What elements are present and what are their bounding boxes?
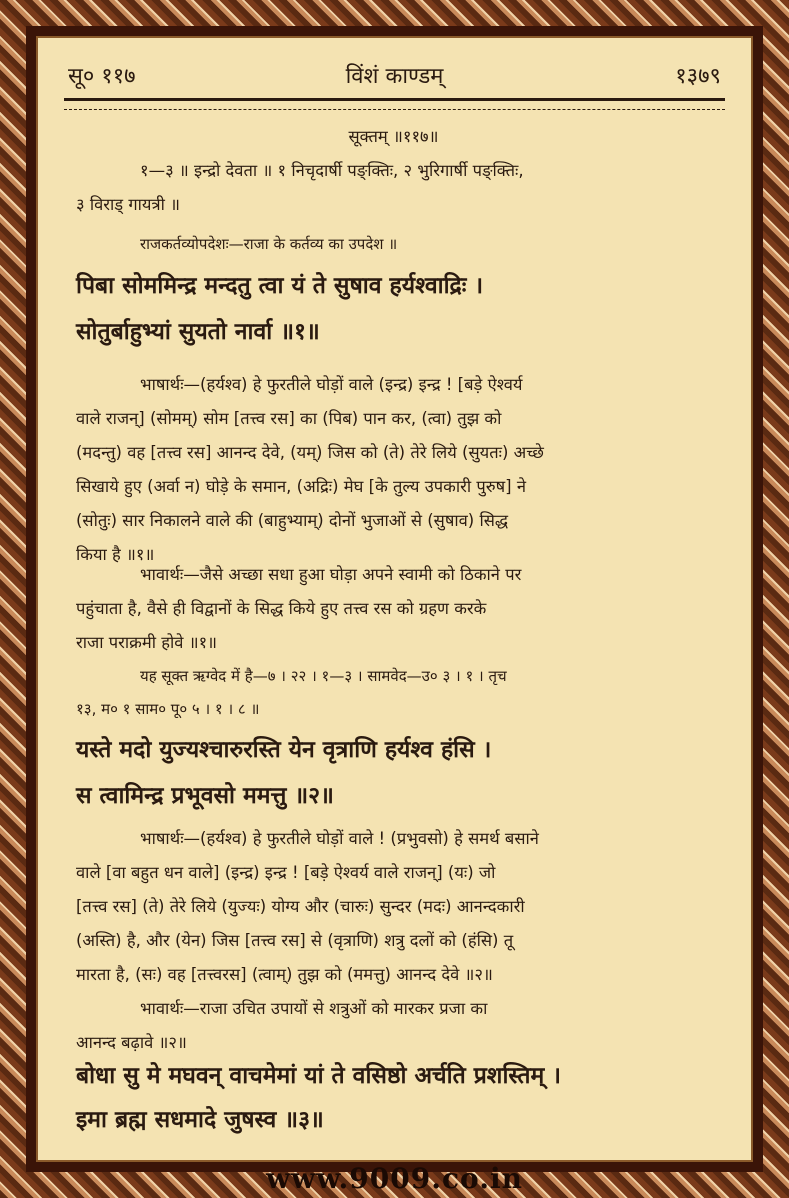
- paragraph-line: राजा पराक्रमी होवे ॥१॥: [76, 633, 218, 652]
- bhavartha-2: [76, 992, 711, 1060]
- paragraph-line: किया है ॥१॥: [76, 545, 155, 564]
- paragraph-line: वाले राजन्] (सोमम्) सोम [तत्त्व रस] का (पिब) पान कर, (त्वा) तुझ को: [76, 409, 502, 428]
- paragraph-line: सिखाये हुए (अर्वा न) घोड़े के समान, (अद्रिः) मेघ [के तुल्य उपकारी पुरुष] ने: [76, 477, 526, 496]
- mantra-3-line-2: इमा ब्रह्म सधमादे जुषस्व ॥३॥: [76, 1107, 324, 1133]
- mantra-3-line-1: बोधा सु मे मघवन् वाचमेमां यां ते वसिष्ठो अर्चति प्रशस्तिम् ।: [76, 1063, 561, 1089]
- paragraph-line: (मदन्तु) वह [तत्त्व रस] आनन्द देवे, (यम्) जिस को (ते) तेरे लिये (सुयतः) अच्छे: [76, 443, 544, 462]
- paragraph-line: वाले [वा बहुत धन वाले] (इन्द्र) इन्द्र ! [बड़े ऐश्वर्य वाले राजन्] (यः) जो: [76, 863, 496, 882]
- paragraph-line: भावार्थः—जैसे अच्छा सधा हुआ घोड़ा अपने स्वामी को ठिकाने पर: [140, 565, 522, 584]
- mantra-2-line-1: यस्ते मदो युज्यश्चारुरस्ति येन वृत्राणि हर्यश्व हंसि ।: [76, 737, 492, 763]
- paragraph-line: मारता है, (सः) वह [तत्त्वरस] (त्वाम्) तुझ को (ममत्तु) आनन्द देवे ॥२॥: [76, 965, 493, 984]
- paragraph-line: भावार्थः—राजा उचित उपायों से शत्रुओं को मारकर प्रजा का: [140, 999, 488, 1018]
- page-header: [68, 60, 721, 90]
- paragraph-line: यह सूक्त ऋग्वेद में है—७ । २२ । १—३ । सामवेद—उ० ३ । १ । तृच: [140, 667, 507, 685]
- mantra-2-line-2: स त्वामिन्द्र प्रभूवसो ममत्तु ॥२॥: [76, 783, 334, 809]
- reference-note: [76, 660, 711, 726]
- topic-line: राजकर्तव्योपदेशः—राजा के कर्तव्य का उपदेश ॥: [140, 235, 398, 253]
- bhavartha-1: [76, 558, 711, 660]
- paragraph-line: भाषार्थः—(हर्यश्व) हे फुरतीले घोड़ों वाले (इन्द्र) इन्द्र ! [बड़े ऐश्वर्य: [140, 375, 523, 394]
- page-number: १३७९: [675, 64, 721, 89]
- paragraph-line: पहुंचाता है, वैसे ही विद्वानों के सिद्ध किये हुए तत्त्व रस को ग्रहण करके: [76, 599, 487, 618]
- meta-line-1: १—३ ॥ इन्द्रो देवता ॥ १ निचृदार्षी पङ्क्तिः, २ भुरिगार्षी पङ्क्तिः,: [140, 161, 524, 180]
- website-watermark: www.9009.co.in: [266, 1162, 523, 1195]
- meta-line-2: ३ विराड् गायत्री ॥: [76, 195, 181, 214]
- book-page: [36, 36, 753, 1162]
- kanda-title: विंशं काण्डम्: [345, 64, 444, 89]
- paragraph-line: आनन्द बढ़ावे ॥२॥: [76, 1033, 187, 1052]
- bhashartha-1: [76, 368, 711, 572]
- paragraph-line: १३, म० १ साम० पू० ५ । १ । ८ ॥: [76, 700, 260, 718]
- paragraph-line: (सोतुः) सार निकालने वाले की (बाहुभ्याम्) दोनों भुजाओं से (सुषाव) सिद्ध: [76, 511, 509, 530]
- mantra-1-line-1: पिबा सोममिन्द्र मन्दतु त्वा यं ते सुषाव हर्यश्वाद्रिः ।: [76, 273, 484, 299]
- bhashartha-2: [76, 822, 711, 992]
- mantra-1-line-2: सोतुर्बाहुभ्यां सुयतो नार्वा ॥१॥: [76, 319, 320, 345]
- sukta-title: सूक्तम् ॥११७॥: [348, 127, 439, 146]
- paragraph-line: [तत्त्व रस] (ते) तेरे लिये (युज्यः) योग्य और (चारुः) सुन्दर (मदः) आनन्दकारी: [76, 897, 525, 916]
- sukta-number: सू० ११७: [68, 64, 136, 89]
- paragraph-line: (अस्ति) है, और (येन) जिस [तत्त्व रस] से (वृत्राणि) शत्रु दलों को (हंसि) तू: [76, 931, 514, 950]
- paragraph-line: भाषार्थः—(हर्यश्व) हे फुरतीले घोड़ों वाले ! (प्रभुवसो) हे समर्थ बसाने: [140, 829, 539, 848]
- header-rule: [64, 98, 725, 110]
